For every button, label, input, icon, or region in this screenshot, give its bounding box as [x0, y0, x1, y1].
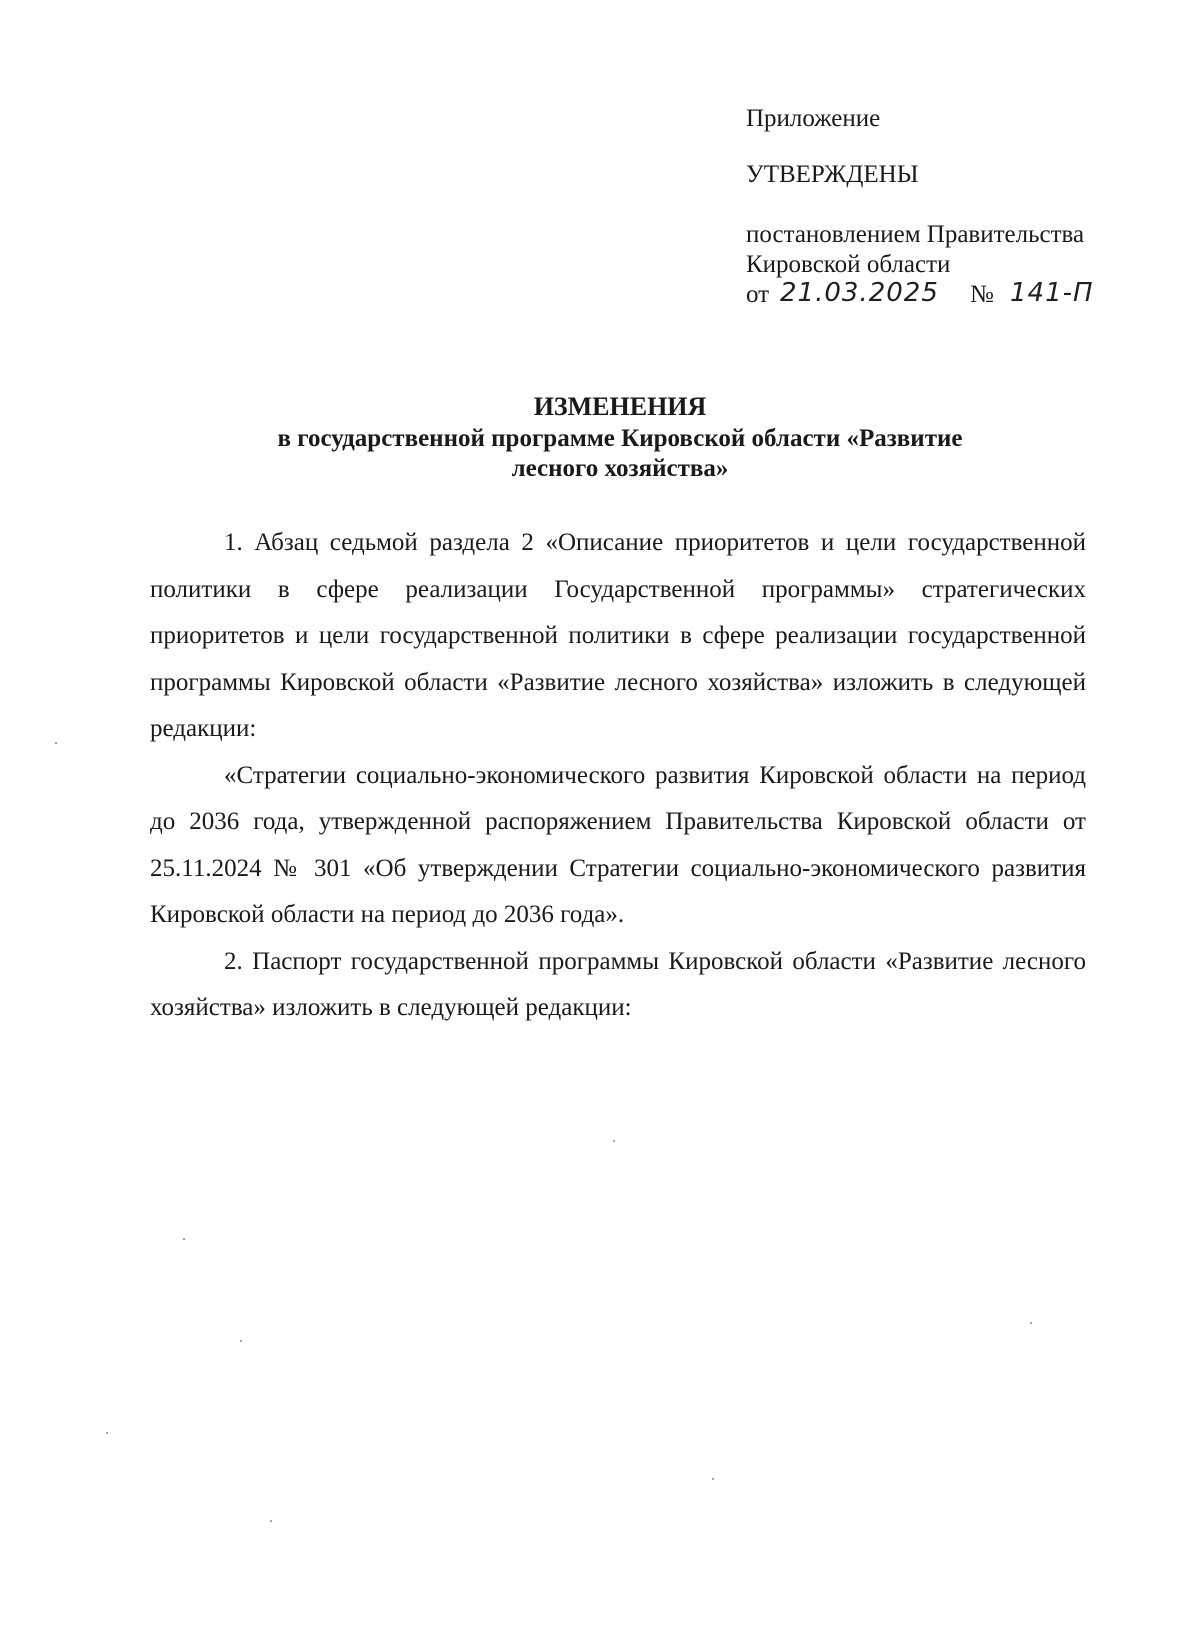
handwritten-date: 21.03.2025: [780, 278, 939, 308]
scan-speck: [183, 1238, 185, 1240]
scan-speck: [240, 1340, 242, 1342]
appendix-label: Приложение: [746, 105, 881, 132]
number-prefix: №: [970, 281, 994, 308]
paragraph-3: 2. Паспорт государственной программы Кировской области «Развитие лесного хозяйства» изложить в следующей редакции:: [150, 947, 1086, 1021]
document-title-block: [160, 392, 1080, 484]
approved-by-line-1: постановлением Правительства: [746, 221, 1085, 248]
handwritten-number: 141-П: [1010, 278, 1094, 308]
scan-speck: [270, 1520, 272, 1522]
resolution-date-number-row: [746, 280, 1166, 314]
document-subtitle-line-2: лесного хозяйства»: [511, 455, 729, 482]
approved-label: УТВЕРЖДЕНЫ: [746, 161, 919, 188]
scan-speck: [106, 1432, 108, 1434]
scan-speck: [613, 1140, 615, 1142]
scan-speck: [55, 742, 57, 744]
paragraph-1: 1. Абзац седьмой раздела 2 «Описание приоритетов и цели государственной политики в сфере реализации Государственной программы» стратегических приоритетов и цели государственной политики в сфере реализации государственной программы Кировской области «Развитие лесного хозяйства» изложить в следующей редакции:: [150, 529, 1086, 742]
scan-speck: [1030, 1322, 1032, 1324]
document-body: [150, 520, 1086, 1032]
document-title: ИЗМЕНЕНИЯ: [533, 392, 707, 421]
document-subtitle-line-1: в государственной программе Кировской области «Развитие: [277, 425, 963, 452]
approval-stamp-block: [746, 104, 1166, 314]
scan-speck: [712, 1478, 714, 1480]
paragraph-2: «Стратегии социально-экономического развития Кировской области на период до 2036 года, утвержденной распоряжением Правительства Кировской области от 25.11.2024 № 301 «Об утверждении Стратегии социально-экономического развития Кировской области на период до 2036 года».: [150, 761, 1086, 928]
approved-by-line-2: Кировской области: [746, 251, 951, 278]
date-prefix: от: [746, 281, 770, 308]
